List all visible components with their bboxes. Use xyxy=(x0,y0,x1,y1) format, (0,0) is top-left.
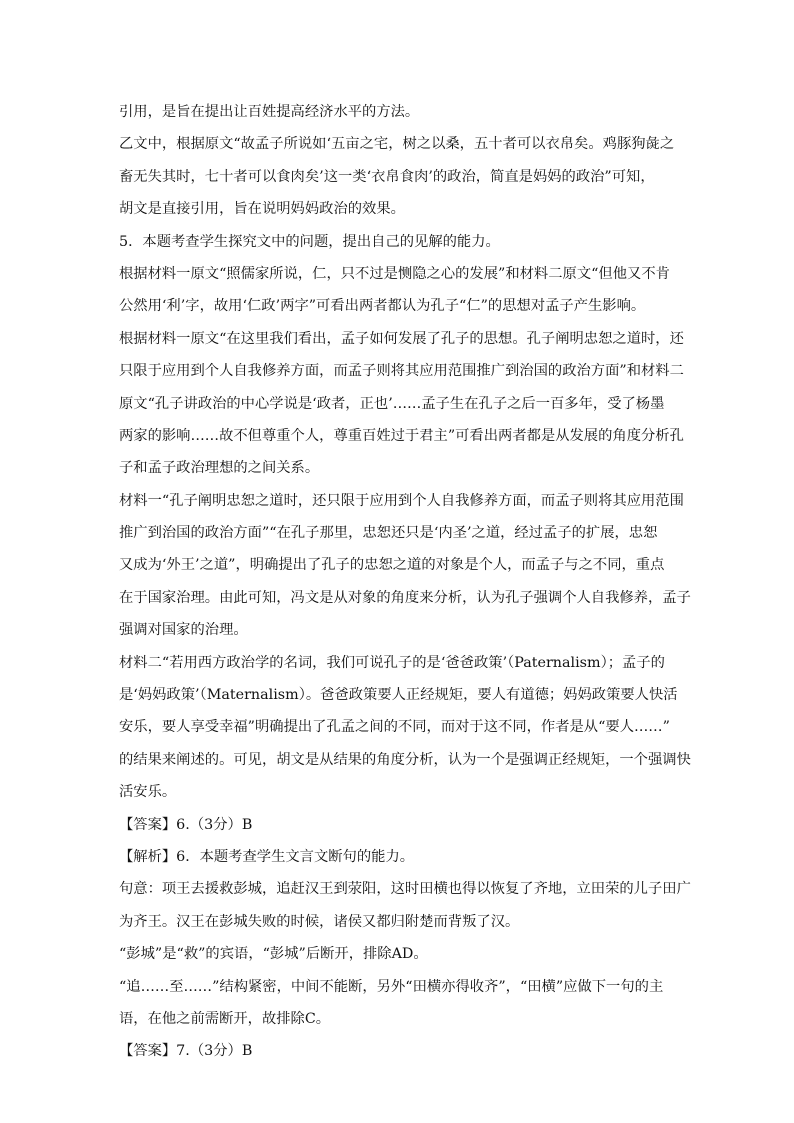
text-line: 推广到治国的政治方面”“在孔子那里，忠恕还只是‘内圣’之道，经过孟子的扩展，忠恕 xyxy=(119,525,658,542)
text-line: 畜无失其时，七十者可以食肉矣’这一类‘衣帛食肉’的政治，简直是妈妈的政治”可知， xyxy=(119,168,655,185)
text-line: “彭城”是“救”的宾语，“彭城”后断开，排除AD。 xyxy=(119,946,428,963)
text-line: 强调对国家的治理。 xyxy=(119,622,248,639)
text-line: 材料二“若用西方政治学的名词，我们可说孔子的是‘爸爸政策’（Paternalism）；孟子的 xyxy=(119,654,665,671)
text-line: 是‘妈妈政策’（Maternalism）。爸爸政策要人正经规矩，要人有道德；妈妈政策要人快活 xyxy=(119,687,678,704)
text-line: 又成为‘外王’之道”，明确提出了孔子的忠恕之道的对象是个人，而孟子与之不同，重点 xyxy=(119,557,665,574)
text-line: 原文“孔子讲政治的中心学说是‘政者，正也’……孟子生在孔子之后一百多年，受了杨墨 xyxy=(119,395,665,412)
text-line: “追……至……”结构紧密，中间不能断，另外“田横亦得收齐”，“田横”应做下一句的主 xyxy=(119,978,664,995)
text-line: 乙文中，根据原文“故孟子所说如‘五亩之宅，树之以桑，五十者可以衣帛矣。鸡豚狗彘之 xyxy=(119,136,675,153)
text-line: 两家的影响……故不但尊重个人，尊重百姓过于君主”可看出两者都是从发展的角度分析孔 xyxy=(119,427,684,444)
answer-7: 【答案】7.（3分）B xyxy=(119,1043,253,1060)
text-line: 语，在他之前需断开，故排除C。 xyxy=(119,1010,331,1027)
text-line: 引用，是旨在提出让百姓提高经济水平的方法。 xyxy=(119,104,420,120)
text-line: 公然用‘利’字，故用‘仁政’两字”可看出两者都认为孔子“仁”的思想对孟子产生影响。 xyxy=(119,298,646,315)
text-line: 在于国家治理。由此可知，冯文是从对象的角度来分析，认为孔子强调个人自我修养，孟子 xyxy=(119,589,691,606)
text-line: 为齐王。汉王在彭城失败的时候，诸侯又都归附楚而背叛了汉。 xyxy=(119,913,520,930)
text-line: 活安乐。 xyxy=(119,784,177,801)
text-line: 子和孟子政治理想的之间关系。 xyxy=(119,460,320,477)
text-line: 的结果来阐述的。可见，胡文是从结果的角度分析，认为一个是强调正经规矩，一个强调快 xyxy=(119,751,691,768)
document-body xyxy=(119,96,689,1068)
text-line: 根据材料一原文“在这里我们看出，孟子如何发展了孔子的思想。孔子阐明忠恕之道时，还 xyxy=(119,330,684,347)
text-line: 材料一“孔子阐明忠恕之道时，还只限于应用到个人自我修养方面，而孟子则将其应用范围 xyxy=(119,492,684,509)
text-line: 根据材料一原文“照儒家所说，仁，只不过是恻隐之心的发展”和材料二原文“但他又不肯 xyxy=(119,265,670,282)
analysis-6-heading: 【解析】6．本题考查学生文言文断句的能力。 xyxy=(119,848,415,865)
text-line: 胡文是直接引用，旨在说明妈妈政治的效果。 xyxy=(119,201,405,218)
text-line: 只限于应用到个人自我修养方面，而孟子则将其应用范围推广到治国的政治方面”和材料二 xyxy=(119,363,684,380)
text-line: 句意：项王去援救彭城，追赶汉王到荥阳，这时田横也得以恢复了齐地，立田荣的儿子田广 xyxy=(119,881,691,898)
text-line: 安乐，要人享受幸福”明确提出了孔孟之间的不同，而对于这不同，作者是从“要人……” xyxy=(119,719,670,736)
question-5-heading: 5．本题考查学生探究文中的问题，提出自己的见解的能力。 xyxy=(119,233,500,250)
answer-6: 【答案】6.（3分）B xyxy=(119,816,253,833)
